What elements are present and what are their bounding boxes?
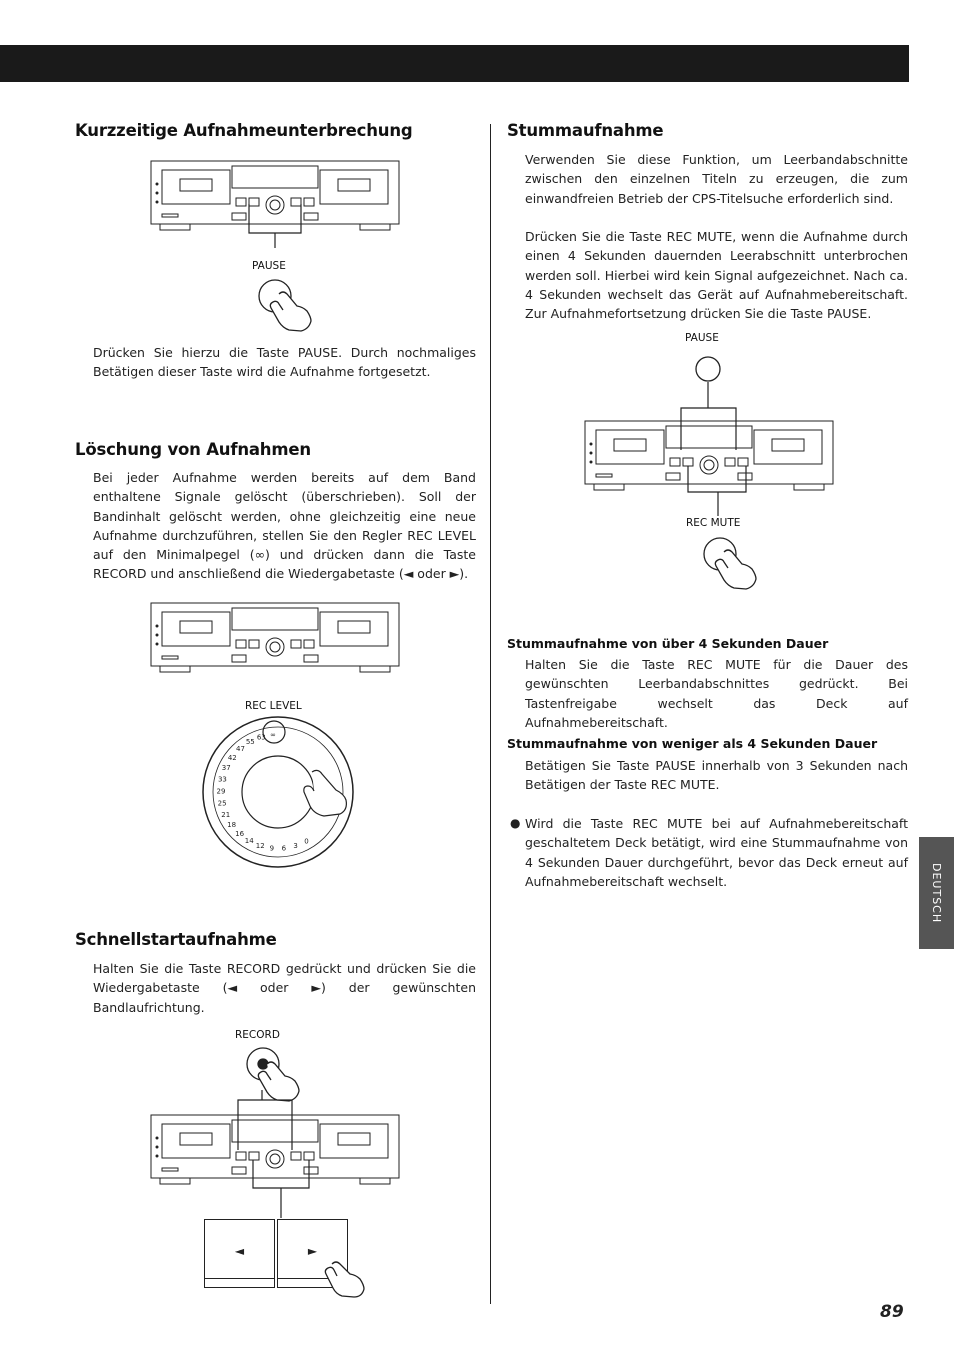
dial-mark: 3 — [293, 842, 298, 851]
dial-mark: 25 — [217, 799, 227, 808]
rec-mute-button-press-illustration — [700, 534, 770, 590]
section-title-schnell: Schnellstartaufnahme — [75, 930, 277, 949]
stumm-text-2: Drücken Sie die Taste REC MUTE, wenn die Aufnahme durch einen 4 Sekunden dauernden Leerabschnitt unterbrochen werden soll. Hierbei wird kein Signal aufgezeichnet. Nach ca. 4 Sekunden wechselt das Gerät auf Aufnahmebereitschaft. Zur Aufnahmefortsetzung drücken Sie die Taste PAUSE. — [525, 229, 908, 322]
stumm-sub1-text: Halten Sie die Taste REC MUTE für die Dauer des gewünschten Leerbandabschnittes gedrückt. Bei Tastenfreigabe wechselt das Deck auf Aufnahmebereitschaft. — [525, 657, 908, 730]
dial-mark: 12 — [255, 842, 265, 851]
cassette-deck-diagram — [150, 602, 400, 682]
record-label: RECORD — [235, 1029, 280, 1041]
dial-mark: ∞ — [270, 731, 276, 740]
dial-mark: 42 — [227, 753, 237, 762]
section-title-kurz: Kurzzeitige Aufnahmeunterbrechung — [75, 121, 413, 140]
rec-level-dial — [200, 712, 360, 872]
dial-mark: 18 — [227, 821, 237, 830]
schnell-text: Halten Sie die Taste RECORD gedrückt und drücken Sie die Wiedergabetaste (◄ oder ►) der gewünschten Bandlaufrichtung. — [93, 961, 476, 1015]
dial-mark: 55 — [245, 738, 255, 747]
dial-mark: 33 — [217, 775, 227, 784]
stumm-text-1: Verwenden Sie diese Funktion, um Leerbandabschnitte zwischen den einzelnen Titeln zu erzeugen, die zum einwandfreien Betrieb der CPS-Titelsuche erforderlich sind. — [525, 152, 908, 206]
pause-label-right: PAUSE — [685, 332, 719, 344]
dial-mark: 16 — [235, 830, 245, 839]
dial-mark: 37 — [221, 764, 231, 773]
stumm-callout-lines — [584, 380, 834, 520]
column-divider — [490, 124, 491, 1304]
stumm-bullet-text: Wird die Taste REC MUTE bei auf Aufnahmebereitschaft geschaltetem Deck betätigt, wird eine Stummaufnahme von 4 Sekunden Dauer durchgeführt, bevor das Deck erneut auf Aufnahmebereitschaft wechselt. — [525, 816, 908, 889]
dial-mark: 63 — [256, 733, 266, 742]
pause-button-icon — [695, 356, 721, 382]
play-forward-icon: ► — [307, 1244, 318, 1258]
rec-mute-label: REC MUTE — [686, 517, 741, 529]
section-title-stumm: Stummaufnahme — [507, 121, 664, 140]
stumm-sub2-text: Betätigen Sie Taste PAUSE innerhalb von 3 Sekunden nach Betätigen der Taste REC MUTE. — [525, 758, 908, 793]
dial-mark: 6 — [281, 844, 287, 853]
play-back-icon: ◄ — [234, 1244, 245, 1258]
header-bar — [0, 45, 909, 82]
dial-mark: 14 — [244, 837, 254, 846]
play-press-hand-icon — [328, 1258, 376, 1298]
stumm-sub2-title: Stummaufnahme von weniger als 4 Sekunden Dauer — [507, 736, 878, 751]
section-title-loeschung: Löschung von Aufnahmen — [75, 440, 311, 459]
stumm-bullet — [510, 814, 908, 891]
pause-label: PAUSE — [252, 260, 286, 272]
play-back-button — [204, 1219, 275, 1288]
pause-button-press-illustration — [255, 276, 325, 331]
pause-callout-lines — [150, 160, 400, 240]
dial-mark: 21 — [221, 810, 231, 819]
dial-mark: 0 — [304, 837, 309, 846]
dial-mark: 47 — [236, 745, 245, 754]
rec-level-label: REC LEVEL — [245, 700, 302, 712]
language-tab: DEUTSCH — [919, 837, 954, 949]
stumm-sub1-title: Stummaufnahme von über 4 Sekunden Dauer — [507, 636, 829, 651]
dial-mark: 29 — [216, 787, 226, 796]
page-number: 89 — [880, 1302, 904, 1322]
dial-mark: 9 — [269, 844, 275, 853]
bullet-icon: ● — [510, 816, 521, 830]
loeschung-text: Bei jeder Aufnahme werden bereits auf dem Band enthaltene Signale gelöscht (überschrieben). Soll der Bandinhalt gelöscht werden, ohne gleichzeitig eine neue Aufnahme durchzuführen, stellen Sie den Regler REC LEVEL auf den Minimalpegel (∞) und drücken dann die Taste RECORD und anschließend die Wiedergabetaste (◄ oder ►). — [93, 470, 476, 582]
record-callout-lines — [150, 1090, 400, 1230]
kurz-text: Drücken Sie hierzu die Taste PAUSE. Durch nochmaliges Betätigen dieser Taste wird die Aufnahme fortgesetzt. — [93, 345, 476, 380]
